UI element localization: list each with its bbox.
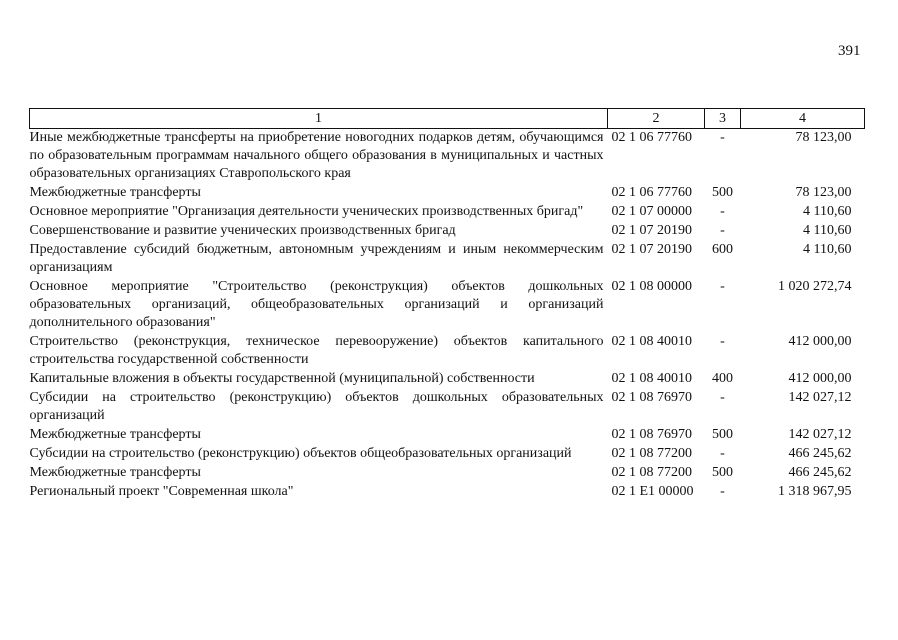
table-body	[30, 129, 865, 503]
row-code: 02 1 06 77760	[611, 185, 692, 200]
row-code: 02 1 07 20190	[611, 223, 692, 238]
table-row	[30, 184, 865, 203]
row-type: -	[720, 484, 725, 499]
row-amount: 4 110,60	[803, 204, 852, 219]
row-code: 02 1 08 76970	[611, 390, 692, 405]
row-amount: 412 000,00	[788, 334, 852, 349]
row-name: Предоставление субсидий бюджетным, автономным учреждениям и иным некоммерческим организациям	[29, 242, 604, 275]
table-row	[30, 483, 865, 502]
row-code: 02 1 E1 00000	[611, 484, 694, 499]
row-code: 02 1 08 77200	[611, 465, 692, 480]
table-row	[30, 445, 865, 464]
row-code: 02 1 07 20190	[611, 242, 692, 257]
row-amount: 4 110,60	[803, 223, 852, 238]
row-type: -	[720, 223, 725, 238]
column-header-3: 3	[705, 109, 741, 129]
column-header-4: 4	[741, 109, 865, 129]
row-amount: 466 245,62	[788, 465, 852, 480]
table-row	[30, 203, 865, 222]
row-amount: 1 318 967,95	[778, 484, 852, 499]
row-amount: 1 020 272,74	[778, 279, 852, 294]
row-name: Иные межбюджетные трансферты на приобретение новогодних подарков детям, обучающимся по образовательным программам начального общего образования в муниципальных и частных образовательных организациях Ставропольского края	[29, 130, 604, 181]
column-header-2: 2	[608, 109, 705, 129]
row-amount: 78 123,00	[795, 130, 852, 145]
table-row	[30, 222, 865, 241]
table-row	[30, 333, 865, 370]
table-row	[30, 129, 865, 185]
row-name: Строительство (реконструкция, техническое перевооружение) объектов капитального строительства государственной собственности	[29, 334, 604, 367]
row-name: Совершенствование и развитие ученических производственных бригад	[29, 223, 456, 238]
row-type: -	[720, 130, 725, 145]
row-code: 02 1 06 77760	[611, 130, 692, 145]
row-code: 02 1 08 76970	[611, 427, 692, 442]
page-number: 391	[838, 43, 861, 59]
row-type: -	[720, 334, 725, 349]
row-code: 02 1 08 00000	[611, 279, 692, 294]
column-header-1: 1	[30, 109, 608, 129]
row-code: 02 1 08 40010	[611, 371, 692, 386]
row-type: 500	[712, 465, 733, 480]
row-type: -	[720, 390, 725, 405]
row-code: 02 1 08 40010	[611, 334, 692, 349]
row-amount: 466 245,62	[788, 446, 852, 461]
row-type: 600	[712, 242, 733, 257]
row-amount: 412 000,00	[788, 371, 852, 386]
table-row	[30, 241, 865, 278]
row-name: Основное мероприятие "Организация деятельности ученических производственных бригад"	[29, 204, 584, 219]
table-row	[30, 426, 865, 445]
row-name: Межбюджетные трансферты	[29, 185, 201, 200]
row-type: 500	[712, 185, 733, 200]
budget-table	[29, 108, 865, 502]
row-type: -	[720, 279, 725, 294]
row-type: -	[720, 446, 725, 461]
table-row	[30, 278, 865, 333]
table-header	[30, 109, 865, 129]
row-code: 02 1 08 77200	[611, 446, 692, 461]
table-row	[30, 389, 865, 426]
row-type: -	[720, 204, 725, 219]
table-row	[30, 464, 865, 483]
row-type: 500	[712, 427, 733, 442]
row-name: Межбюджетные трансферты	[29, 427, 201, 442]
row-amount: 142 027,12	[788, 390, 852, 405]
row-name: Субсидии на строительство (реконструкцию) объектов общеобразовательных организаций	[29, 446, 572, 461]
row-name: Межбюджетные трансферты	[29, 465, 201, 480]
row-type: 400	[712, 371, 733, 386]
row-amount: 142 027,12	[788, 427, 852, 442]
row-name: Субсидии на строительство (реконструкцию) объектов дошкольных образовательных организаций	[29, 390, 604, 423]
table-row	[30, 370, 865, 389]
row-name: Капитальные вложения в объекты государственной (муниципальной) собственности	[29, 371, 535, 386]
row-code: 02 1 07 00000	[611, 204, 692, 219]
row-name: Основное мероприятие "Строительство (реконструкция) объектов дошкольных образовательных организаций, общеобразовательных организаций и организаций дополнительного образования"	[29, 279, 604, 330]
row-amount: 4 110,60	[803, 242, 852, 257]
row-amount: 78 123,00	[795, 185, 852, 200]
row-name: Региональный проект "Современная школа"	[29, 484, 294, 499]
